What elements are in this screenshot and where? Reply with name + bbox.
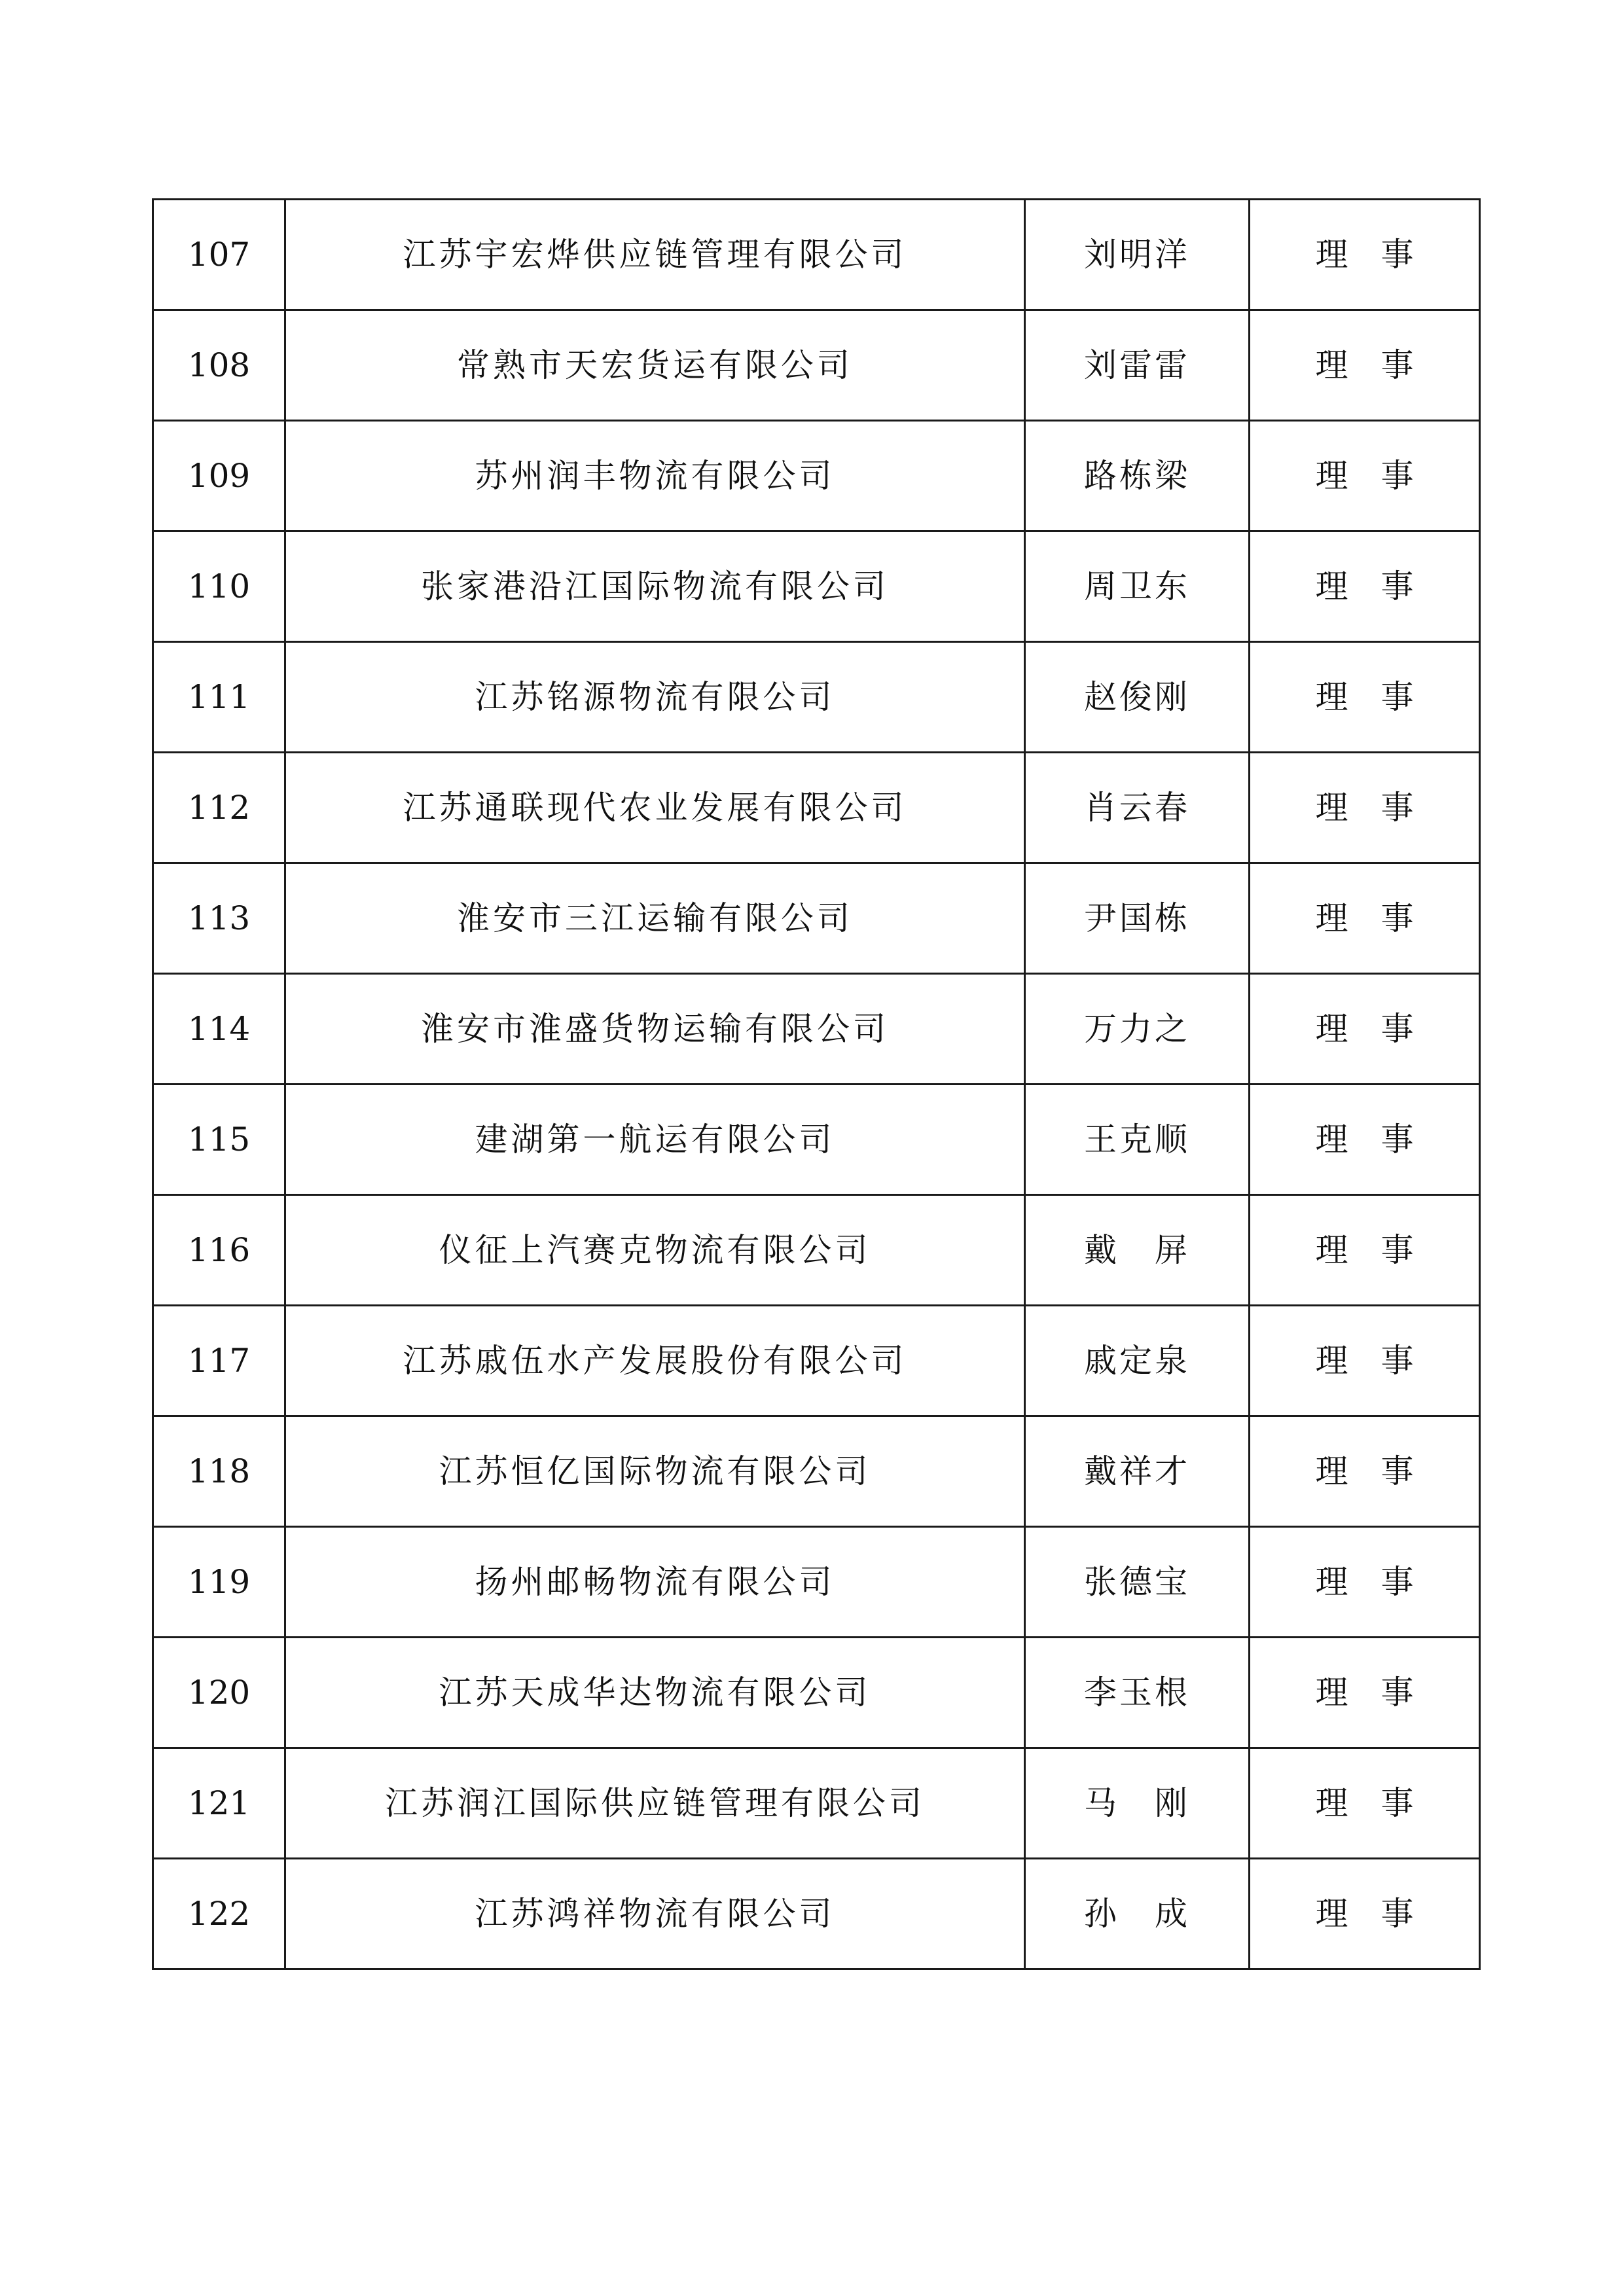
row-number: 109 (153, 421, 285, 531)
table-row (153, 200, 1480, 310)
company-name: 建湖第一航运有限公司 (285, 1085, 1025, 1195)
member-table (152, 198, 1481, 1970)
row-number: 119 (153, 1527, 285, 1638)
representative-name: 李玉根 (1025, 1638, 1250, 1748)
member-role: 理 事 (1250, 531, 1480, 642)
row-number: 113 (153, 863, 285, 974)
table-row (153, 1527, 1480, 1638)
table-row (153, 863, 1480, 974)
representative-name: 万力之 (1025, 974, 1250, 1085)
table-row (153, 1748, 1480, 1859)
representative-name: 张德宝 (1025, 1527, 1250, 1638)
table-row (153, 1638, 1480, 1748)
company-name: 淮安市三江运输有限公司 (285, 863, 1025, 974)
representative-name: 周卫东 (1025, 531, 1250, 642)
member-role: 理 事 (1250, 421, 1480, 531)
company-name: 江苏通联现代农业发展有限公司 (285, 753, 1025, 863)
company-name: 张家港沿江国际物流有限公司 (285, 531, 1025, 642)
table-row (153, 310, 1480, 421)
company-name: 江苏润江国际供应链管理有限公司 (285, 1748, 1025, 1859)
table-row (153, 1859, 1480, 1969)
representative-name: 孙 成 (1025, 1859, 1250, 1969)
company-name: 江苏宇宏烨供应链管理有限公司 (285, 200, 1025, 310)
representative-name: 戴 屏 (1025, 1195, 1250, 1306)
member-role: 理 事 (1250, 1085, 1480, 1195)
row-number: 120 (153, 1638, 285, 1748)
table-row (153, 642, 1480, 753)
representative-name: 戚定泉 (1025, 1306, 1250, 1416)
row-number: 117 (153, 1306, 285, 1416)
member-role: 理 事 (1250, 1638, 1480, 1748)
table-row (153, 1416, 1480, 1527)
row-number: 112 (153, 753, 285, 863)
member-role: 理 事 (1250, 310, 1480, 421)
member-role: 理 事 (1250, 1306, 1480, 1416)
table-row (153, 1085, 1480, 1195)
table-row (153, 974, 1480, 1085)
table-row (153, 531, 1480, 642)
member-table-body (153, 200, 1480, 1969)
company-name: 仪征上汽赛克物流有限公司 (285, 1195, 1025, 1306)
company-name: 扬州邮畅物流有限公司 (285, 1527, 1025, 1638)
row-number: 114 (153, 974, 285, 1085)
representative-name: 路栋梁 (1025, 421, 1250, 531)
row-number: 118 (153, 1416, 285, 1527)
company-name: 常熟市天宏货运有限公司 (285, 310, 1025, 421)
row-number: 121 (153, 1748, 285, 1859)
representative-name: 刘明洋 (1025, 200, 1250, 310)
company-name: 江苏天成华达物流有限公司 (285, 1638, 1025, 1748)
company-name: 江苏戚伍水产发展股份有限公司 (285, 1306, 1025, 1416)
member-role: 理 事 (1250, 863, 1480, 974)
representative-name: 戴祥才 (1025, 1416, 1250, 1527)
member-role: 理 事 (1250, 200, 1480, 310)
table-row (153, 753, 1480, 863)
member-role: 理 事 (1250, 1195, 1480, 1306)
row-number: 107 (153, 200, 285, 310)
row-number: 116 (153, 1195, 285, 1306)
table-row (153, 1306, 1480, 1416)
representative-name: 尹国栋 (1025, 863, 1250, 974)
member-role: 理 事 (1250, 753, 1480, 863)
member-role: 理 事 (1250, 974, 1480, 1085)
table-row (153, 1195, 1480, 1306)
company-name: 江苏鸿祥物流有限公司 (285, 1859, 1025, 1969)
representative-name: 王克顺 (1025, 1085, 1250, 1195)
row-number: 115 (153, 1085, 285, 1195)
row-number: 108 (153, 310, 285, 421)
representative-name: 肖云春 (1025, 753, 1250, 863)
member-role: 理 事 (1250, 1859, 1480, 1969)
row-number: 110 (153, 531, 285, 642)
table-row (153, 421, 1480, 531)
company-name: 苏州润丰物流有限公司 (285, 421, 1025, 531)
member-role: 理 事 (1250, 1748, 1480, 1859)
member-role: 理 事 (1250, 642, 1480, 753)
representative-name: 赵俊刚 (1025, 642, 1250, 753)
representative-name: 马 刚 (1025, 1748, 1250, 1859)
row-number: 122 (153, 1859, 285, 1969)
member-role: 理 事 (1250, 1416, 1480, 1527)
representative-name: 刘雷雷 (1025, 310, 1250, 421)
company-name: 江苏恒亿国际物流有限公司 (285, 1416, 1025, 1527)
company-name: 江苏铭源物流有限公司 (285, 642, 1025, 753)
member-role: 理 事 (1250, 1527, 1480, 1638)
row-number: 111 (153, 642, 285, 753)
company-name: 淮安市淮盛货物运输有限公司 (285, 974, 1025, 1085)
